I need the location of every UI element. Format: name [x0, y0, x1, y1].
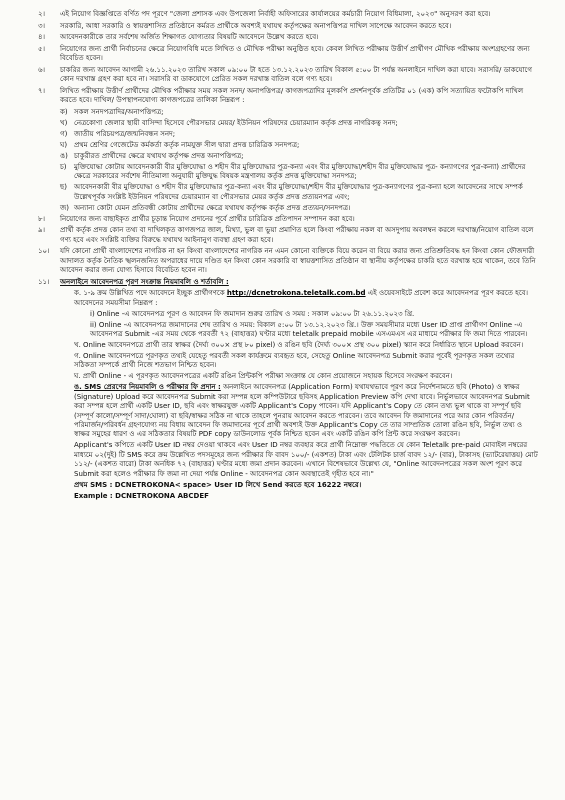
numbered-item	[38, 22, 539, 31]
item-number: ১০।	[38, 247, 50, 256]
numbered-item	[38, 226, 539, 245]
list-letter: জ)	[60, 203, 69, 212]
clause-ka-i: i) Online -এ আবেদনপত্র পূরণ ও আবেদন ফি জমাদান শুরুর তারিখ ও সময় : সকাল ০৯:০০ টা ২৬.১১.২০২৩ খ্রি.	[90, 309, 415, 318]
item-number: ৫।	[38, 44, 46, 53]
document-list-item	[60, 204, 539, 213]
teletalk-website-link[interactable]: http://dcnetrokona.teletalk.com.bd	[226, 289, 366, 298]
numbered-item	[38, 215, 539, 224]
list-letter: খ)	[60, 118, 68, 127]
clause-uma	[74, 383, 539, 439]
numbered-item	[38, 33, 539, 42]
sms-example: Example : DCNETROKONA ABCDEF	[74, 491, 209, 500]
list-text: নেত্রকোণা জেলার স্থায়ী বাসিন্দা হিসেবে পৌরসভার মেয়র/ ইউনিয়ন পরিষদের চেয়ারম্যান কর্তৃক প্রদত্ত নাগরিকত্ব সনদ;	[74, 118, 398, 127]
item-text: আবেদনকারীকে তার সর্বশেষ অর্জিত শিক্ষাগত যোগ্যতার বিষয়টি আবেদনে উল্লেখ করতে হবে।	[60, 33, 319, 42]
numbered-item	[38, 45, 539, 64]
first-sms-instruction: প্রথম SMS : DCNETROKONA< space> User ID লিখে Send করতে হবে 16222 নম্বরে।	[74, 480, 362, 489]
item-number: ৭।	[38, 86, 46, 95]
section-11-title: অনলাইনে আবেদনপত্র পূরণ সংক্রান্ত নিয়মাবলি ও শর্তাবলি :	[60, 277, 229, 286]
item-number: ২।	[38, 10, 46, 18]
list-text: সকল সনদপত্রাদির/অনাপত্তিপত্র;	[74, 107, 164, 116]
document-list-item	[60, 119, 539, 128]
list-text: আবেদনকারী বীর মুক্তিযোদ্ধা ও শহীদ বীর মুক্তিযোদ্ধার পুত্র-কন্যা এবং বীর মুক্তিযোদ্ধা/শহীদ বীর মুক্তিযোদ্ধার পুত্র-কন্যাগণের পুত্র-কন্যা হলে আবেদনের সাথে সম্পর্ক উল্লেখপূর্বক সংশ্লিষ্ট ইউনিয়ন পরিষদের চেয়ারম্যান বা পৌরসভার মেয়র কর্তৃক প্রদত্ত প্রত্যয়নপত্র এবং;	[74, 183, 523, 201]
list-letter: ঙ)	[60, 151, 68, 160]
list-text: চাকুরীরত প্রার্থীদের ক্ষেত্রে যথাযথ কর্তৃপক্ষ প্রদত্ত অনাপত্তিপত্র;	[74, 151, 244, 160]
item-text: যদি কোনো প্রার্থী বাংলাদেশের নাগরিক না হন কিংবা বাংলাদেশের নাগরিক নন এমন কোনো ব্যক্তিকে বিয়ে করেন বা বিয়ে করার জন্য প্রতিশ্রুতিবদ্ধ হন কিংবা কোন ফৌজদারী আদালত কর্তৃক নৈতিক স্খলনজনিত অপরাধের দায়ে দণ্ডিত হন কিংবা কোন সরকারি বা স্বায়ত্তশাসিত প্রতিষ্ঠান বা স্থানীয় কর্তৃপক্ষের চাকরি হতে বরখাস্ত হয়ে থাকেন, তবে তিনি আবেদন করার জন্য যোগ্য হিসাবে বিবেচিত হবেন না।	[60, 247, 536, 274]
numbered-item	[38, 247, 539, 275]
clause-ka-rest: এই ওয়েবসাইটে প্রবেশ করে আবেদনপত্র পূরণ করতে হবে। আবেদনের সময়সীমা নিম্নরূপ :	[74, 289, 529, 307]
clause-ka-intro: ক. ১-৯ ক্রম উল্লিখিত পদে আবেদনে ইচ্ছুক প্রার্থীগণকে	[74, 289, 225, 298]
section-11-heading	[38, 278, 539, 287]
list-text: প্রথম শ্রেণির গেজেটেড কর্মকর্তা কর্তৃক নামযুক্ত সীল দ্বারা প্রদত্ত চারিত্রিক সনদপত্র;	[74, 140, 300, 149]
list-letter: চ)	[60, 162, 67, 171]
clause-uma-body: অনলাইনে আবেদনপত্র (Application Form) যথাযথভাবে পূরণ করে নির্দেশনামতে ছবি (Photo) ও স্বাক্ষর (Signature) Upload করে আবেদনপত্র Submit করা সম্পন্ন হলে কম্পিউটারে ছবিসহ Application Preview কপি দেখা যাবে। নির্ভুলভাবে আবেদনপত্র Submit করা সম্পন্ন হলে প্রার্থী একটি User ID, ছবি এবং স্বাক্ষরযুক্ত একটি Applicant's Copy পাবেন। যদি Applicant's Copy তে কোন তথ্য ভুল থাকে বা সম্পূর্ণ ছবি (সম্পূর্ণ কালো/সম্পূর্ণ সাদা/ঘোলা) বা ছবি/স্বাক্ষর সঠিক না থাকে তাহলে পুনরায় আবেদন করতে পারবেন। তবে আবেদন ফি জমাদানের পরে আর কোন পরিবর্তন/পরিমার্জন/পরিবর্ধন গ্রহণযোগ্য নয় বিধায় আবেদন ফি জমাদানের পূর্বে প্রার্থী অবশ্যই উক্ত Applicant's Copy তে তার সাম্প্রতিক তোলা রঙিন ছবি, নির্ভুল তথ্য ও স্বাক্ষর সমুহের ধারণ ও এর সঠিকতার বিষয়টি PDF copy ডাউনলোড পূর্বক নিশ্চিত হবেন এবং একটি রঙিন কপি প্রিন্ট করে সংরক্ষণ করবেন।	[74, 383, 530, 439]
clause-kha: খ. Online আবেদনপত্রে প্রার্থী তার স্বাক্ষর (দৈর্ঘ্য ৩০০× প্রস্থ ৮০ pixel) ও রঙিন ছবি (দৈর্ঘ্য ৩০০× প্রস্থ ৩০০ pixel) স্ক্যান করে নির্ধারিত স্থানে Upload করবেন।	[74, 341, 524, 349]
list-letter: গ)	[60, 129, 68, 138]
list-letter: ক)	[60, 107, 68, 116]
item-text: চাকরির জন্য আবেদন আগামী ২৬.১১.২০২৩ তারিখ সকাল ০৯:০০ টা হতে ১৩.১২.২০২৩ তারিখ বিকাল ৫:০০ টা পর্যন্ত অনলাইনে দাখিল করা যাবে। সরাসরি/ ডাকযোগে কোন দরখাস্ত গ্রহণ করা হবে না। সরাসরি বা ডাকযোগে প্রেরিত সকল দরখাস্ত বাতিল বলে গণ্য হবে।	[60, 65, 532, 84]
item-text: লিখিত পরীক্ষায় উত্তীর্ণ প্রার্থীদের মৌখিক পরীক্ষার সময় সকল সনদ/ অনাপত্তিপত্র/ কাগজপত্রাদির মূলকপি প্রদর্শনপূর্বক প্রতিটির ০১ (এক) কপি সত্যায়িত ফটোকপি দাখিল করতে হবে। দাখিল/ উপস্থাপনযোগ্য কাগজপত্রের তালিকা নিম্নরূপ :	[60, 86, 524, 105]
list-text: জাতীয় পরিচয়পত্র/জন্মনিবন্ধন সনদ;	[74, 129, 176, 138]
clause-ga: গ. Online আবেদনপত্রে পূরণকৃত তথ্যই যেহেতু পরবর্তী সকল কার্যক্রমে ব্যবহৃত হবে, সেহেতু Online আবেদনপত্র Submit করার পূর্বেই পূরণকৃত সকল তথ্যের সঠিকতা সম্পর্কে প্রার্থী নিজে শতভাগ নিশ্চিত হবেন।	[74, 352, 515, 370]
clause-gha: ঘ. প্রার্থী Online - এ পূরণকৃত আবেদনপত্রের একটি রঙিন প্রিন্টকপি পরীক্ষা সংক্রান্ত যে কোন প্রয়োজনে সহায়ক হিসেবে সংরক্ষণ করবেন।	[74, 372, 453, 381]
numbered-item	[38, 66, 539, 85]
list-letter: ঘ)	[60, 140, 68, 149]
document-list-item	[60, 152, 539, 161]
item-text: সরকারি, আধা সরকারি ও স্বায়ত্তশাসিত প্রতিষ্ঠানে কর্মরত প্রার্থীকে অবশ্যই যথাযথ কর্তৃপক্ষের অনাপত্তিপত্র দাখিল সাপেক্ষে আবেদন করতে হবে।	[60, 21, 452, 30]
item-text: প্রার্থী কর্তৃক প্রদত্ত কোন তথ্য বা দাখিলকৃত কাগজপত্র জাল, মিথ্যা, ভুল বা ভুয়া প্রমাণিত হলে কিংবা পরীক্ষায় নকল বা অসদুপায় অবলম্বন করলে দরখাস্ত/নিয়োগ বাতিল বলে গণ্য হবে এবং সংশ্লিষ্ট ব্যক্তির বিরুদ্ধে যথাযথ আইনানুগ ব্যবস্থা গ্রহণ করা হবে।	[60, 226, 534, 244]
document-list-item	[60, 130, 539, 139]
clause-uma-label: ঙ. SMS প্রেরণের নিয়মাবলি ও পরীক্ষার ফি প্রদান :	[74, 383, 221, 392]
list-letter: ছ)	[60, 183, 67, 192]
item-number: ৩।	[38, 21, 46, 30]
document-list-item	[60, 163, 539, 182]
item-text: এই নিয়োগ বিজ্ঞপ্তিতে বর্ণিত পদ পূরণে "জেলা প্রশাসক এবং উপজেলা নির্বাহী অফিসারের কার্যালয়ের কর্মচারী নিয়োগ বিধিমালা, ২০২৩" অনুসরণ করা হবে।	[60, 10, 491, 18]
clause-ka-ii: ii) Online -এ আবেদনপত্র জমাদানের শেষ তারিখ ও সময়: বিকাল ৫:০০ টা ১৩.১২.২০২৩ খ্রি.। উক্ত সময়সীমার মধ্যে User ID প্রাপ্ত প্রার্থীগণ Online -এ আবেদনপত্র Submit -এর সময় থেকে পরবর্তী ৭২ (বাহাত্তর) ঘণ্টার মধ্যে teletalk prepaid mobile এসএমএস এর মাধ্যমে পরীক্ষার ফি জমা দিতে পারবেন।	[90, 320, 528, 338]
item-text: নিয়োগের জন্য বাছাইকৃত প্রার্থীর চূড়ান্ত নিয়োগ প্রদানের পূর্বে প্রার্থীর চারিত্রিক প্রতিপাদন সম্পাদন করা হবে।	[60, 214, 355, 223]
clause-ka	[74, 289, 539, 308]
numbered-item	[38, 87, 539, 106]
document-list-item	[60, 183, 539, 202]
item-number: ৬।	[38, 65, 46, 74]
numbered-item	[38, 10, 539, 19]
item-number: ৮।	[38, 214, 46, 223]
item-number: ৯।	[38, 226, 46, 235]
list-text: অন্যান্য কোটা যেমন প্রতিবন্ধী কোটায় প্রার্থীদের ক্ষেত্রে যথাযথ কর্তৃপক্ষ কর্তৃক প্রদত্ত প্রত্যয়ন/সনদপত্র।	[74, 203, 351, 212]
item-number: ৪।	[38, 33, 46, 42]
document-list-item	[60, 108, 539, 117]
document-list-item	[60, 141, 539, 150]
list-text: মুক্তিযোদ্ধা কোটায় আবেদনকারী বীর মুক্তিযোদ্ধা ও শহীদ বীর মুক্তিযোদ্ধার পুত্র-কন্যা এবং বীর মুক্তিযোদ্ধা/শহীদ বীর মুক্তিযোদ্ধার পুত্র- কন্যাগণের পুত্র-কন্যা) প্রার্থীদের ক্ষেত্রে সরকারের সর্বশেষ নীতিমালা অনুযায়ী মুক্তিযুদ্ধ বিষয়ক মন্ত্রণালয় কর্তৃক প্রদত্ত মুক্তিযোদ্ধা সনদপত্র;	[74, 162, 526, 181]
item-number: ১১।	[38, 277, 50, 286]
item-text: নিয়োগের জন্য প্রার্থী নির্বাচনের ক্ষেত্রে নিয়োগবিধি মতে লিখিত ও মৌখিক পরীক্ষা অনুষ্ঠিত হবে। কেবল লিখিত পরীক্ষায় উত্তীর্ণ প্রার্থীগণ মৌখিক পরীক্ষায় অংশগ্রহণের জন্য বিবেচিত হবেন।	[60, 44, 530, 63]
applicant-copy-paragraph: Applicant's কপিতে একটি User ID নম্বর দেওয়া থাকবে এবং User ID নম্বর ব্যবহার করে প্রার্থী নিম্নোক্ত পদ্ধতিতে যে কোন Teletalk pre-paid মোবাইল নম্বরের মাধ্যমে ০২(দুই) টি SMS করে ক্রম উল্লেখিত পদসমূহের জন্য পরীক্ষার ফি বাবদ ১০০/- (একশত) টাকা এবং টেলিটক চার্জ বাবদ ১২/- (বার), টাকাসহ (ভ্যাটরেয়াত্তয়) মোট ১১২/- (একশত বারো) টাকা অনধিক ৭২ (বাহাত্তর) ঘণ্টার মধ্যে জমা প্রদান করবেন। এখানে বিশেষভাবে উল্লেখ্য যে, "Online আবেদনপত্রের সকল অংশ পূরণ করে Submit করা হলেও পরীক্ষার ফি জমা না দেয়া পর্যন্ত Online - আবেদনপত্র কোন অবস্থাতেই গৃহীত হবে না।"	[74, 441, 538, 478]
